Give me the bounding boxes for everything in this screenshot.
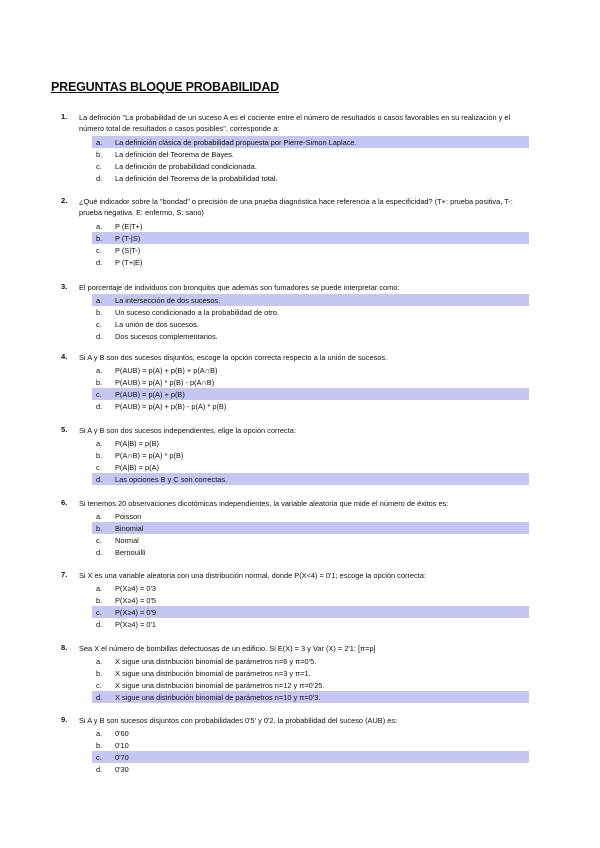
option-b (0, 739, 600, 751)
option-letter: b. (96, 450, 103, 460)
option-letter: d. (96, 173, 103, 183)
option-letter: d. (96, 474, 103, 484)
option-letter: d. (96, 401, 103, 411)
option-text: La intersección de dos sucesos. (115, 295, 221, 305)
option-b (0, 306, 600, 318)
option-a (0, 582, 600, 594)
question-number: 9. (61, 715, 68, 724)
option-text: La definición clásica de probabilidad propuesta por Pierre-Simon Laplace. (115, 137, 357, 147)
option-letter: a. (96, 728, 103, 738)
correct-answer-highlight (92, 606, 529, 618)
question-text: ¿Qué indicador sobre la "bondad" o precisión de una prueba diagnóstica hace referencia a la especificidad? (T+: prueba positiva, T-: prueba negativa. E: enfermo, S: sano) (79, 197, 513, 217)
option-letter: a. (96, 295, 103, 305)
option-d (0, 546, 600, 558)
option-letter: c. (96, 462, 102, 472)
question-text: El porcentaje de individuos con bronquitis que además son fumadores se puede interpretar como: (79, 283, 400, 292)
option-d (0, 691, 600, 703)
option-list (0, 437, 600, 485)
option-text: 0'60 (115, 728, 129, 738)
option-d (0, 763, 600, 775)
option-letter: b. (96, 668, 103, 678)
option-list (0, 294, 600, 342)
question-number: 4. (61, 352, 68, 361)
option-list (0, 136, 600, 184)
option-text: P(AUB) = p(A) + p(B) (115, 389, 185, 399)
option-text: La definición del Teorema de la probabilidad total. (115, 173, 278, 183)
option-letter: c. (96, 319, 102, 329)
option-letter: a. (96, 656, 103, 666)
option-c (0, 160, 600, 172)
option-letter: a. (96, 511, 103, 521)
option-letter: b. (96, 377, 103, 387)
option-letter: d. (96, 547, 103, 557)
option-letter: a. (96, 438, 103, 448)
page-title: PREGUNTAS BLOQUE PROBABILIDAD (51, 80, 280, 94)
option-list (0, 364, 600, 412)
option-a (0, 364, 600, 376)
option-a (0, 136, 600, 148)
option-text: Las opciones B y C son correctas. (115, 474, 228, 484)
option-d (0, 172, 600, 184)
option-letter: b. (96, 233, 103, 243)
option-c (0, 461, 600, 473)
correct-answer-highlight (92, 751, 529, 763)
option-letter: d. (96, 692, 103, 702)
option-letter: c. (96, 389, 102, 399)
question-text: Si tenemos 20 observaciones dicotómicas independientes, la variable aleatoria que mide el número de éxitos es: (79, 499, 449, 508)
option-letter: c. (96, 680, 102, 690)
option-b (0, 449, 600, 461)
option-list (0, 510, 600, 558)
option-letter: a. (96, 583, 103, 593)
question-text: Si A y B son sucesos disjuntos con probabilidades 0'5' y 0'2, la probabilidad del suceso (AUB) es: (79, 716, 398, 725)
option-c (0, 388, 600, 400)
option-text: La unión de dos sucesos. (115, 319, 199, 329)
option-list (0, 220, 600, 268)
question-number: 8. (61, 643, 68, 652)
question-number: 5. (61, 425, 68, 434)
option-text: 0'30 (115, 764, 129, 774)
option-letter: c. (96, 161, 102, 171)
option-a (0, 727, 600, 739)
option-text: P (T+|E) (115, 257, 143, 267)
option-letter: c. (96, 752, 102, 762)
question-number: 6. (61, 498, 68, 507)
option-text: X sigue una distribución binomial de parámetros n=12 y π=0'25. (115, 680, 325, 690)
question-number: 1. (61, 112, 68, 121)
option-c (0, 318, 600, 330)
option-letter: b. (96, 523, 103, 533)
option-text: P(X≥4) = 0'5 (115, 595, 157, 605)
option-text: Un suceso condicionado a la probabilidad de otro. (115, 307, 279, 317)
correct-answer-highlight (92, 522, 529, 534)
option-c (0, 679, 600, 691)
option-b (0, 667, 600, 679)
option-letter: a. (96, 137, 103, 147)
option-text: P(X≥4) = 0'3 (115, 583, 157, 593)
option-text: X sigue una distribución binomial de parámetros n=10 y π=0'3. (115, 692, 321, 702)
option-text: P(X≥4) = 0'9 (115, 607, 157, 617)
option-letter: b. (96, 149, 103, 159)
correct-answer-highlight (92, 232, 529, 244)
option-b (0, 594, 600, 606)
option-text: Binomial (115, 523, 144, 533)
option-a (0, 655, 600, 667)
option-text: Normal (115, 535, 139, 545)
question-number: 2. (61, 196, 68, 205)
option-text: Poisson (115, 511, 142, 521)
option-text: 0'70 (115, 752, 129, 762)
option-d (0, 256, 600, 268)
option-c (0, 606, 600, 618)
option-text: X sigue una distribución binomial de parámetros n=3 y π=1. (115, 668, 311, 678)
option-d (0, 330, 600, 342)
option-a (0, 510, 600, 522)
option-b (0, 522, 600, 534)
option-text: P(AUB) = p(A) + p(B) + p(A∩B) (115, 365, 218, 375)
question-text: La definición "La probabilidad de un suceso A es el cociente entre el número de resultados o casos favorables en su realización y el número total de resultados o casos posibles", corresponde a: (79, 113, 511, 133)
option-letter: d. (96, 331, 103, 341)
option-text: 0'10 (115, 740, 129, 750)
option-letter: c. (96, 535, 102, 545)
option-letter: d. (96, 257, 103, 267)
option-text: P(A|B) = p(A) (115, 462, 160, 472)
question-number: 3. (61, 282, 68, 291)
option-a (0, 220, 600, 232)
option-letter: c. (96, 245, 102, 255)
option-text: P(AUB) = p(A) + p(B) - p(A) * p(B) (115, 401, 227, 411)
option-list (0, 582, 600, 630)
option-text: P(AUB) = p(A) * p(B) - p(A∩B) (115, 377, 215, 387)
option-text: P(A∩B) = p(A) * p(B) (115, 450, 184, 460)
option-text: Dos sucesos complementarios. (115, 331, 218, 341)
option-text: X sigue una distribución binomial de parámetros n=6 y π=0'5. (115, 656, 317, 666)
option-b (0, 376, 600, 388)
option-c (0, 244, 600, 256)
option-letter: c. (96, 607, 102, 617)
option-list (0, 655, 600, 703)
option-d (0, 473, 600, 485)
option-text: La definición del Teorema de Bayes. (115, 149, 235, 159)
option-letter: a. (96, 221, 103, 231)
option-d (0, 400, 600, 412)
option-c (0, 751, 600, 763)
question-text: Si A y B son dos sucesos independientes, elige la opción correcta: (79, 426, 296, 435)
option-letter: b. (96, 307, 103, 317)
option-b (0, 232, 600, 244)
option-text: P (T-|S) (115, 233, 141, 243)
option-text: Bernouilli (115, 547, 146, 557)
question-text: Sea X el número de bombillas defectuosas de un edificio. Si E(X) = 3 y Var (X) = 2'1: [π=p] (79, 644, 376, 653)
option-a (0, 437, 600, 449)
option-b (0, 148, 600, 160)
option-a (0, 294, 600, 306)
option-text: P (E|T+) (115, 221, 143, 231)
option-text: La definición de probabilidad condicionada. (115, 161, 257, 171)
option-list (0, 727, 600, 775)
option-d (0, 618, 600, 630)
option-letter: d. (96, 764, 103, 774)
question-text: Si A y B son dos sucesos disjuntos, escoge la opción correcta respecto a la unión de sucesos. (79, 353, 388, 362)
question-text: Si X es una variable aleatoria con una distribución normal, donde P(X<4) = 0'1; escoge la opción correcta: (79, 571, 426, 580)
option-c (0, 534, 600, 546)
option-letter: d. (96, 619, 103, 629)
option-text: P(A|B) = p(B) (115, 438, 160, 448)
option-letter: b. (96, 595, 103, 605)
option-letter: b. (96, 740, 103, 750)
option-text: P(X≥4) = 0'1 (115, 619, 157, 629)
question-number: 7. (61, 570, 68, 579)
option-letter: a. (96, 365, 103, 375)
option-text: P (S|T-) (115, 245, 141, 255)
